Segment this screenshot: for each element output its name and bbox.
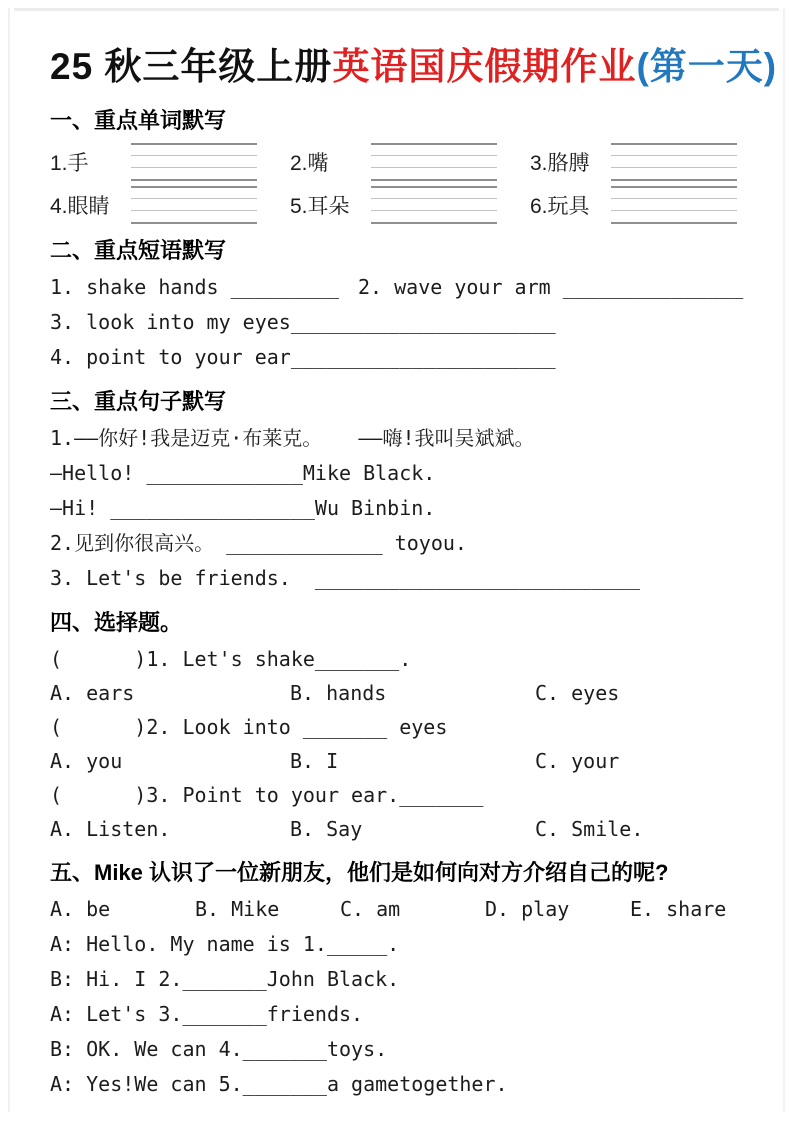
- sentence-line-5: 3. Let's be friends. ___________________________: [50, 566, 641, 590]
- word-item: [290, 142, 530, 181]
- choice-q1: ( )1. Let's shake_______.: [50, 647, 412, 671]
- sentence-line-2: —Hello! _____________Mike Black.: [50, 461, 436, 485]
- sentence-line-1: 1.——你好!我是迈克·布莱克。 ——嗨!我叫吴斌斌。: [50, 426, 535, 450]
- option-b: B. Say: [290, 817, 363, 841]
- grid-line: [131, 222, 257, 224]
- dialogue-line-1: A: Hello. My name is 1._____.: [50, 932, 400, 956]
- words-grid: [50, 142, 745, 224]
- section-dialogue-heading: 五、Mike 认识了一位新朋友，他们是如何向对方介绍自己的呢?: [50, 860, 669, 885]
- grid-line: [131, 155, 257, 156]
- grid-line: [131, 167, 257, 168]
- word-item: [290, 185, 530, 224]
- grid-line: [371, 186, 497, 188]
- option-b: B. hands: [290, 681, 387, 705]
- grid-line: [131, 143, 257, 145]
- dialogue-word-bank: [50, 892, 745, 927]
- word-label: 6.玩具: [530, 194, 590, 218]
- writing-grid: [611, 186, 737, 224]
- grid-line: [371, 198, 497, 199]
- grid-line: [611, 143, 737, 145]
- option-a: A. ears: [50, 681, 135, 705]
- grid-line: [131, 179, 257, 181]
- grid-line: [131, 186, 257, 188]
- dialogue-line-5: A: Yes!We can 5._______a gametogether.: [50, 1072, 508, 1096]
- title-part-blue: (第一天): [636, 46, 778, 87]
- option-c: C. Smile.: [535, 817, 644, 841]
- grid-line: [371, 143, 497, 145]
- option-b: B. I: [290, 749, 339, 773]
- phrase-item-4: 4. point to your ear______________________: [50, 345, 556, 369]
- sentence-line-3: —Hi! _________________Wu Binbin.: [50, 496, 436, 520]
- word-label: 2.嘴: [290, 151, 329, 175]
- option-a: A. be: [50, 897, 111, 921]
- option-e: E. share: [630, 897, 727, 921]
- writing-grid: [131, 143, 257, 181]
- choice-q2: ( )2. Look into _______ eyes: [50, 715, 448, 739]
- section-choice-heading: 四、选择题。: [50, 610, 183, 635]
- section-sentences: [50, 387, 745, 596]
- phrase-item-2: 2. wave your arm _______________: [358, 275, 744, 299]
- grid-line: [611, 222, 737, 224]
- phrase-item-1: 1. shake hands _________: [50, 275, 339, 299]
- section-words: [50, 106, 745, 224]
- writing-grid: [371, 143, 497, 181]
- section-dialogue: [50, 858, 745, 1102]
- title-part-black: 25 秋三年级上册: [50, 46, 333, 87]
- option-c: C. eyes: [535, 681, 620, 705]
- section-choice: [50, 608, 745, 846]
- title-part-red: 英语国庆假期作业: [332, 46, 637, 87]
- word-label: 1.手: [50, 151, 89, 175]
- grid-line: [611, 198, 737, 199]
- phrase-item-3: 3. look into my eyes______________________: [50, 310, 556, 334]
- word-item: [530, 185, 770, 224]
- page-title: [50, 44, 778, 90]
- choice-q2-options: [50, 744, 745, 778]
- choice-q3-options: [50, 812, 745, 846]
- word-label: 4.眼睛: [50, 194, 110, 218]
- dialogue-line-2: B: Hi. I 2._______John Black.: [50, 967, 400, 991]
- word-item: [50, 142, 290, 181]
- word-item: [50, 185, 290, 224]
- option-a: A. Listen.: [50, 817, 171, 841]
- writing-grid: [371, 186, 497, 224]
- grid-line: [611, 210, 737, 211]
- option-b: B. Mike: [195, 897, 280, 921]
- phrase-line-1: [50, 270, 745, 305]
- option-c: C. am: [340, 897, 401, 921]
- option-c: C. your: [535, 749, 620, 773]
- grid-line: [611, 179, 737, 181]
- grid-line: [371, 167, 497, 168]
- grid-line: [131, 198, 257, 199]
- option-a: A. you: [50, 749, 123, 773]
- grid-line: [371, 179, 497, 181]
- dialogue-line-4: B: OK. We can 4._______toys.: [50, 1037, 388, 1061]
- word-label: 5.耳朵: [290, 194, 350, 218]
- section-sentences-heading: 三、重点句子默写: [50, 389, 227, 414]
- grid-line: [371, 210, 497, 211]
- grid-line: [371, 222, 497, 224]
- grid-line: [611, 155, 737, 156]
- word-label: 3.胳膊: [530, 151, 590, 175]
- choice-q1-options: [50, 676, 745, 710]
- grid-line: [371, 155, 497, 156]
- section-phrases-heading: 二、重点短语默写: [50, 238, 227, 263]
- word-item: [530, 142, 770, 181]
- section-phrases: [50, 236, 745, 375]
- writing-grid: [611, 143, 737, 181]
- grid-line: [131, 210, 257, 211]
- section-words-heading: 一、重点单词默写: [50, 108, 227, 133]
- grid-line: [611, 167, 737, 168]
- grid-line: [611, 186, 737, 188]
- writing-grid: [131, 186, 257, 224]
- dialogue-line-3: A: Let's 3._______friends.: [50, 1002, 364, 1026]
- sentence-line-4: 2.见到你很高兴。 _____________ toyou.: [50, 531, 467, 555]
- option-d: D. play: [485, 897, 570, 921]
- choice-q3: ( )3. Point to your ear._______: [50, 783, 484, 807]
